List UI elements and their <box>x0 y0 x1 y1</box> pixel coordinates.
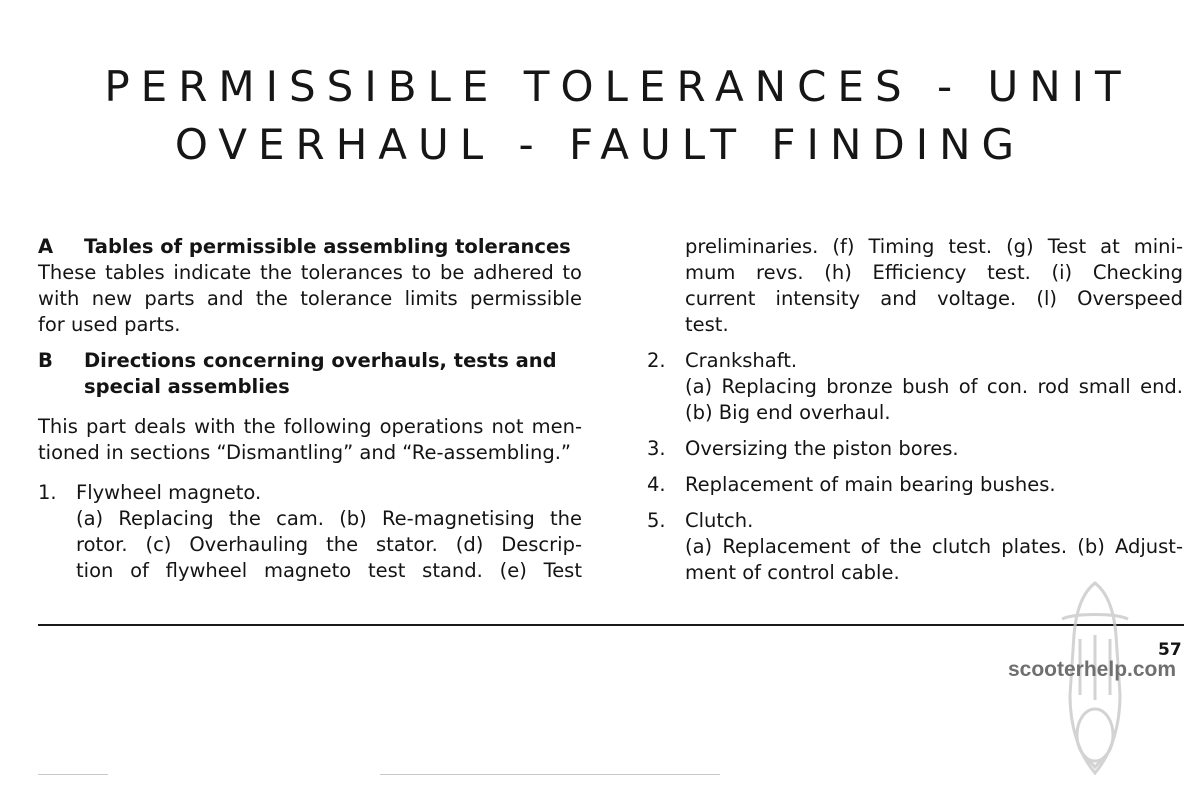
section-b-title-line: special assemblies <box>84 375 290 398</box>
section-a-line: with new parts and the tolerance limits permissible <box>38 287 582 310</box>
section-b-intro-line: This part deals with the following operations not men- <box>38 415 582 438</box>
list-item-line: (a) Replacement of the clutch plates. (b) Adjust- <box>685 535 1183 558</box>
list-item-number: 5. <box>647 509 666 532</box>
scan-artifact-line <box>38 774 108 775</box>
list-item-number: 3. <box>647 437 666 460</box>
section-b-heading <box>38 348 582 400</box>
section-b-title-line: Directions concerning overhauls, tests and <box>84 349 557 372</box>
list-item <box>647 472 1183 498</box>
page-title-line-1: PERMISSIBLE TOLERANCES - UNIT <box>104 62 1132 111</box>
section-a-line: These tables indicate the tolerances to be adhered to <box>38 261 582 284</box>
section-a-line: for used parts. <box>38 313 181 336</box>
page-number: 57 <box>1158 640 1182 660</box>
list-item-line: preliminaries. (f) Timing test. (g) Test at mini- <box>685 235 1183 258</box>
section-a-letter: A <box>38 235 54 258</box>
list-item-title: Oversizing the piston bores. <box>685 437 959 460</box>
left-column <box>38 234 582 584</box>
footer-rule <box>38 624 1184 626</box>
list-item-continuation <box>647 234 1183 338</box>
list-item-title: Replacement of main bearing bushes. <box>685 473 1056 496</box>
section-a-title: Tables of permissible assembling tolerances <box>84 235 571 258</box>
list-item-title: Clutch. <box>685 509 754 532</box>
list-item-title: Crankshaft. <box>685 349 798 372</box>
watermark-text: scooterhelp.com <box>1008 658 1177 681</box>
list-item-line: (a) Replacing bronze bush of con. rod small end. <box>685 375 1183 398</box>
list-item-line: mum revs. (h) Efficiency test. (i) Checking <box>685 261 1183 284</box>
section-a-heading <box>38 234 582 260</box>
list-item-line: test. <box>685 313 729 336</box>
section-b-intro <box>38 414 582 466</box>
list-item-line: tion of flywheel magneto test stand. (e) Test <box>76 559 582 582</box>
list-item <box>647 436 1183 462</box>
list-item-title: Flywheel magneto. <box>76 481 262 504</box>
page-title-line-2: OVERHAUL - FAULT FINDING <box>174 120 1026 169</box>
list-item-number: 4. <box>647 473 666 496</box>
list-item <box>38 480 582 584</box>
right-column <box>647 234 1183 586</box>
list-item-line: (b) Big end overhaul. <box>685 401 891 424</box>
list-item-number: 2. <box>647 349 666 372</box>
list-item <box>647 348 1183 426</box>
list-item-line: (a) Replacing the cam. (b) Re-magnetising the <box>76 507 582 530</box>
list-item-line: current intensity and voltage. (l) Overspeed <box>685 287 1183 310</box>
section-a-body <box>38 260 582 338</box>
list-item-number: 1. <box>38 481 57 504</box>
scan-artifact-line <box>380 774 720 775</box>
section-b-letter: B <box>38 349 53 372</box>
section-b-intro-line: tioned in sections “Dismantling” and “Re-assembling.” <box>38 441 572 464</box>
list-item-line: rotor. (c) Overhauling the stator. (d) Descrip- <box>76 533 582 556</box>
list-item-line: ment of control cable. <box>685 561 900 584</box>
